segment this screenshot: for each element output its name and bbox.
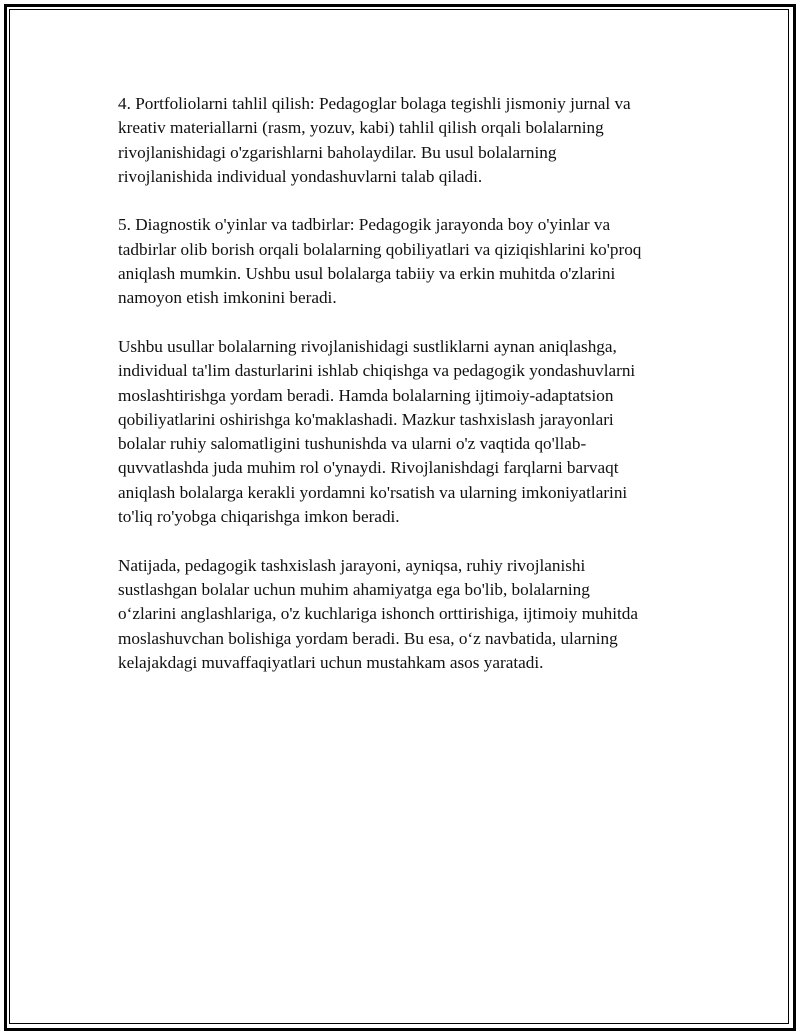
text-line: qobiliyatlarini oshirishga ko'maklashadi. Mazkur tashxislash jarayonlari [118, 409, 614, 429]
text-line: sustlashgan bolalar uchun muhim ahamiyatga ega bo'lib, bolalarning [118, 579, 590, 599]
text-line: moslashuvchan bolishiga yordam beradi. Bu esa, o‘z navbatida, ularning [118, 628, 618, 648]
text-line: o‘zlarini anglashlariga, o'z kuchlariga ishonch orttirishiga, ijtimoiy muhitda [118, 604, 639, 624]
text-line: aniqlash mumkin. Ushbu usul bolalarga tabiiy va erkin muhitda o'zlarini [118, 264, 616, 284]
text-line: bolalar ruhiy salomatligini tushunishda va ularni o'z vaqtida qo'llab- [118, 434, 587, 454]
paragraph-portfolio-analysis [118, 92, 708, 189]
paragraph-conclusion [118, 554, 708, 675]
text-line: Ushbu usullar bolalarning rivojlanishidagi sustliklarni aynan aniqlashga, [118, 336, 617, 356]
text-line: rivojlanishida individual yondashuvlarni talab qiladi. [118, 166, 483, 186]
text-line: tadbirlar olib borish orqali bolalarning qobiliyatlari va qiziqishlarini ko'proq [118, 239, 642, 259]
document-body [118, 92, 708, 699]
text-line: to'liq ro'yobga chiqarishga imkon beradi. [118, 507, 400, 527]
text-line: quvvatlashda juda muhim rol o'ynaydi. Rivojlanishdagi farqlarni barvaqt [118, 458, 619, 478]
paragraph-diagnostic-games [118, 213, 708, 310]
text-line: 4. Portfoliolarni tahlil qilish: Pedagoglar bolaga tegishli jismoniy jurnal va [118, 94, 631, 113]
text-line: kelajakdagi muvaffaqiyatlari uchun mustahkam asos yaratadi. [118, 652, 544, 672]
text-line: rivojlanishidagi o'zgarishlarni baholaydilar. Bu usul bolalarning [118, 142, 557, 162]
text-line: 5. Diagnostik o'yinlar va tadbirlar: Pedagogik jarayonda boy o'yinlar va [118, 215, 611, 235]
text-line: moslashtirishga yordam beradi. Hamda bolalarning ijtimoiy-adaptatsion [118, 385, 614, 405]
text-line: kreativ materiallarni (rasm, yozuv, kabi) tahlil qilish orqali bolalarning [118, 118, 604, 138]
text-line: aniqlash bolalarga kerakli yordamni ko'rsatish va ularning imkoniyatlarini [118, 482, 628, 502]
text-line: individual ta'lim dasturlarini ishlab chiqishga va pedagogik yondashuvlarni [118, 361, 636, 381]
text-line: namoyon etish imkonini beradi. [118, 288, 337, 308]
paragraph-methods-summary [118, 335, 708, 529]
text-line: Natijada, pedagogik tashxislash jarayoni, ayniqsa, ruhiy rivojlanishi [118, 555, 586, 575]
